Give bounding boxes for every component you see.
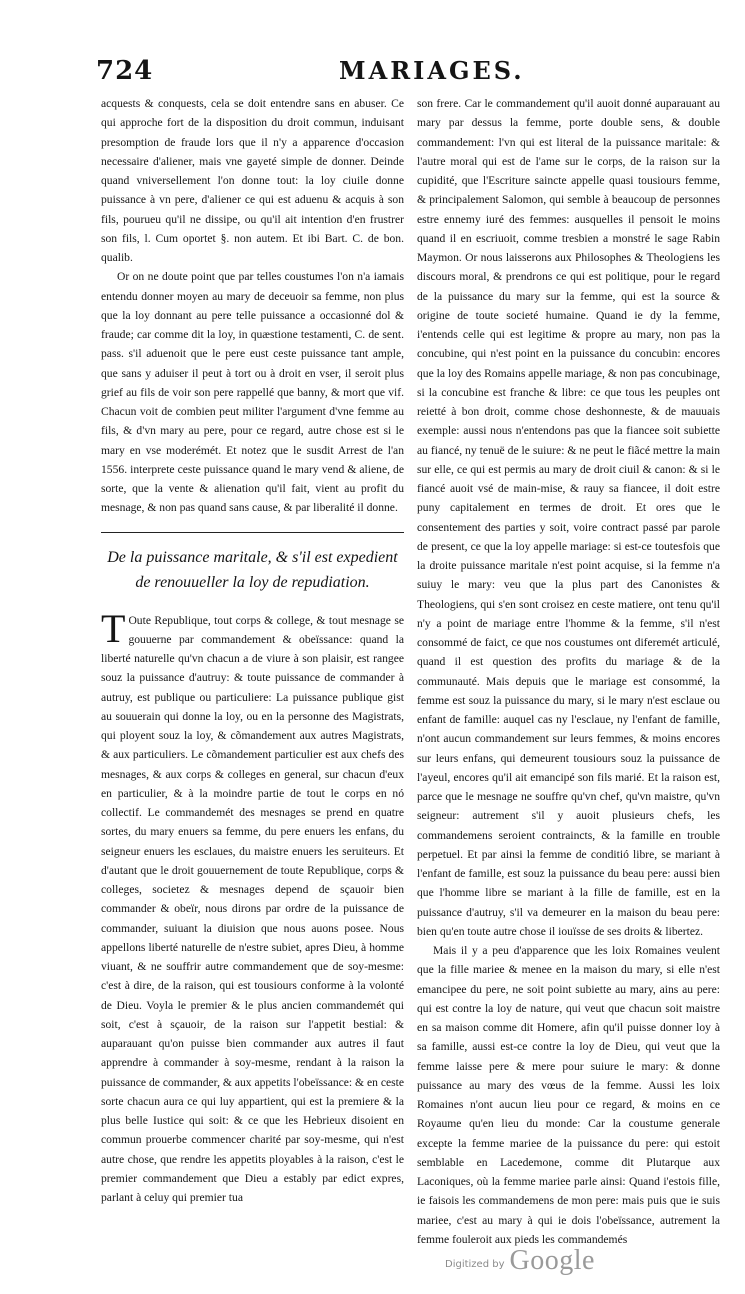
paragraph: Or on ne doute point que par telles coustumes l'on n'a iamais entendu donner moyen au mary de deceuoir sa femme, non plus que la loy donnant au pere telle puissance a occasionné dol & fraude; car comme dit la loy, in quæstione testamenti, C. de sent. pass. s'il aduenoit que le pere eust ceste puissance tant ample, que sans y aduiser il peut à tort ou à droit en vser, il seroit plus grief au fils de voir son pere rappellé que banny, & mort que vif. Chacun voit de combien peut militer l'argument d'vne femme au fils, & d'vn mary au pere, pour ce regard, autre chose est si le mary en vse moderémét. Et notez que le susdit Arrest de l'an 1556. interprete ceste puissance quand le mary vend & aliene, de sorte, que la vente & alienation qu'il fait, vient au profit du mesnage, & non pas quand sans cause, & par liberalité il donne. [101, 270, 404, 515]
section-divider [101, 532, 404, 533]
section-title: De la puissance maritale, & s'il est expedient de renouueller la loy de repudiation. [107, 548, 398, 591]
paragraph: son frere. Car le commandement qu'il auoit donné auparauant au mary par dessus la femme, porte double sens, & double commandement: l'vn qui est literal de la puissance maritale: & l'autre moral qui est de l'ame sur le corps, de la raison sur la cupidité, que l'Escriture saincte appelle quasi tousiours femme, & principalement Salomon, qui semble à beaucoup de personnes estre ennemy iuré des femmes: ausquelles il pensoit le moins quand il en escriuoit, comme tresbien a monstré le sage Rabin Maymon. Or nous laisserons aux Philosophes & Theologiens les discours moral, & prendrons ce qui est politique, pour le regard de la puissance du mary sur la femme, qui est la source & origine de toute societé humaine. Quand ie dy la femme, i'entends celle qui est legitime & propre au mary, non pas la concubine, qui n'est point en la puissance du concubin: encores que la loy des Romains appelle mariage, & non pas concubinage, si la concubine est franche & libre: ce que tous les peuples ont reietté à bon droit, comme chose deshonneste, & de mauuais exemple: aussi nous n'entendons pas que la fiancee soit subiette au fiancé, ny tenuë de le suiure: & ne peut le fiãcé mettre la main sur elle, ce qui est permis au mary de droit ciuil & canon: & si le fiancé auoit vsé de main-mise, & rauy sa fiancee, il doit estre puny capitalement en termes de droit. Et ores que le consentement des parties y soit, voire contract passé par parole de present, ce que la loy appelle mariage: si est-ce toutesfois que la droite puissance maritale n'est point acquise, si la femme n'a suiuy le mary: veu que la plus part des Canonistes & Theologiens, qui s'en sont croisez en ceste matiere, ont tenu qu'il n'y a point de mariage entre l'homme & la femme, s'il n'est consommé de faict, ce que nos coustumes ont diferemét articulé, quand il est question des profits du mariage & de la communauté. Mais depuis que le mariage est consommé, la femme est souz la puissance du mary, si le mary n'est esclaue ou enfant de famille: auquel cas ny l'esclaue, ny l'enfant de famille, n'ont aucun commandement sur leurs femmes, & moins encores sur leurs enfans, qui demeurent tousiours souz la puissance de l'ayeul, encores qu'il ait emancipé son fils marié. Et la raison est, parce que le mesnage ne souffre qu'vn chef, qu'vn maistre, qu'vn seigneur: autrement s'il y auoit plusieurs chefs, les commandemens seroient contraincts, & la famille en trouble perpetuel. Et par ainsi la femme de conditió libre, se mariant à l'enfant de famille, est souz la puissance du beau pere: aussi bien que l'homme libre se mariant à la fille de famille, est en la puissance d'autruy, s'il va demeurer en la maison du beau pere: bien qu'en toute autre chose il iouïsse de ses droits & libertez. [417, 97, 720, 938]
drop-cap: T [101, 605, 126, 651]
paragraph: acquests & conquests, cela se doit entendre sans en abuser. Ce qui approche fort de la disposition du droit commun, induisant presomption de fraude lors que il n'y a apparence d'occasion necessaire d'aliener, mais vne gayeté simple de donner. Deinde quand vniversellement l'on donne tout: la loy ciuile donne puissance à vn pere, d'aliener ce qui est aduenu & acquis à son fils, pourueu qu'il ne dissipe, ou qu'il ait intention d'en frustrer son fils, l. Cum oportet §. non autem. Et ibi Bart. C. de bon. qualib. [101, 97, 404, 264]
google-logo: Google [509, 1245, 595, 1276]
right-column [417, 94, 720, 1249]
page-number: 724 [96, 56, 154, 86]
paragraph: Mais il y a peu d'apparence que les loix Romaines veulent que la fille mariee & menee en la maison du mary, si elle n'est emancipee du pere, ne soit point subiette au mary, ains au pere: qui est contre la loy de nature, qui veut que chacun soit maistre en sa maison comme dit Homere, afin qu'il puisse donner loy à sa famille, aussi est-ce contre la loy de Dieu, qui veut que la femme laisse pere & mere pour suiure le mary: & donne puissance au mary des vœus de la femme. Aussi les loix Romaines n'ont aucun lieu pour ce regard, & moins en ce Royaume qu'en lieu du monde: Car la coustume generale excepte la femme mariee de la puissance du pere: qui estoit semblable en Lacedemone, comme dit Plutarque aux Laconiques, où la femme mariee parle ainsi: Quand i'estois fille, ie faisois les commandemens de mon pere: mais puis que ie suis mariee, c'est au mary à qui ie dois l'obeïssance, autrement la femme fouleroit aux pieds les commandemés [417, 944, 720, 1246]
left-column [101, 94, 404, 1207]
digitization-watermark [445, 1237, 645, 1277]
paragraph [101, 605, 404, 1208]
running-title: MARIAGES. [339, 56, 525, 85]
digitized-by-label: Digitized by [445, 1259, 505, 1270]
paragraph-text: Oute Republique, tout corps & college, & tout mesnage se gouuerne par commandement & obeïssance: quand la liberté naturelle qu'vn chacun a de viure à son plaisir, est rangee souz la puissance d'autruy: & toute puissance de commander à autruy, est publique ou particuliere: La puissance publique gist au souuerain qui donne la loy, ou en la personne des Magistrats, qui ployent souz la loy, & cõmandement aux autres Magistrats, & aux particuliers. Le cõmandement particulier est aux chefs des mesnages, & aux corps & colleges en general, sur chacun d'eux en particulier, & à la moindre partie de tout le corps en nó collectif. Le commandemét des mesnages se prend en quatre sortes, du mary enuers sa femme, du pere enuers les enfans, du seigneur enuers les esclaues, du maistre enuers les seruiteurs. Et d'autant que le droit gouuernement de toute Republique, corps & colleges, societez & mesnages depend de sçauoir bien commander & obeïr, nous dirons par ordre de la puissance de commander, suiuant la diuision que nous auons posee. Nous appellons liberté naturelle de n'estre subiet, apres Dieu, à homme viuant, & ne souffrir autre commandement que de soy-mesme: c'est à dire, de la raison, qui est tousiours conforme à la volonté de Dieu. Voyla le premier & le plus ancien commandemét qui soit, c'est à sçauoir, de la raison sur l'appetit bestial: & auparauant qu'on puisse bien commander aux autres il faut apprendre à commander à soy-mesme, rendant à la raison la puissance de commander, & aux appetits l'obeïssance: & en ceste sorte chacun aura ce qui luy appartient, qui est la premiere & la plus belle Iustice qui soit: & ce que les Hebrieux disoient en commun prouerbe commencer charité par soy-mesme, qui n'est autre chose, que rendre les appetits ployables à la raison, c'est le premier commandement que Dieu a estably par edict expres, parlant à celuy qui premier tua [101, 613, 404, 1204]
